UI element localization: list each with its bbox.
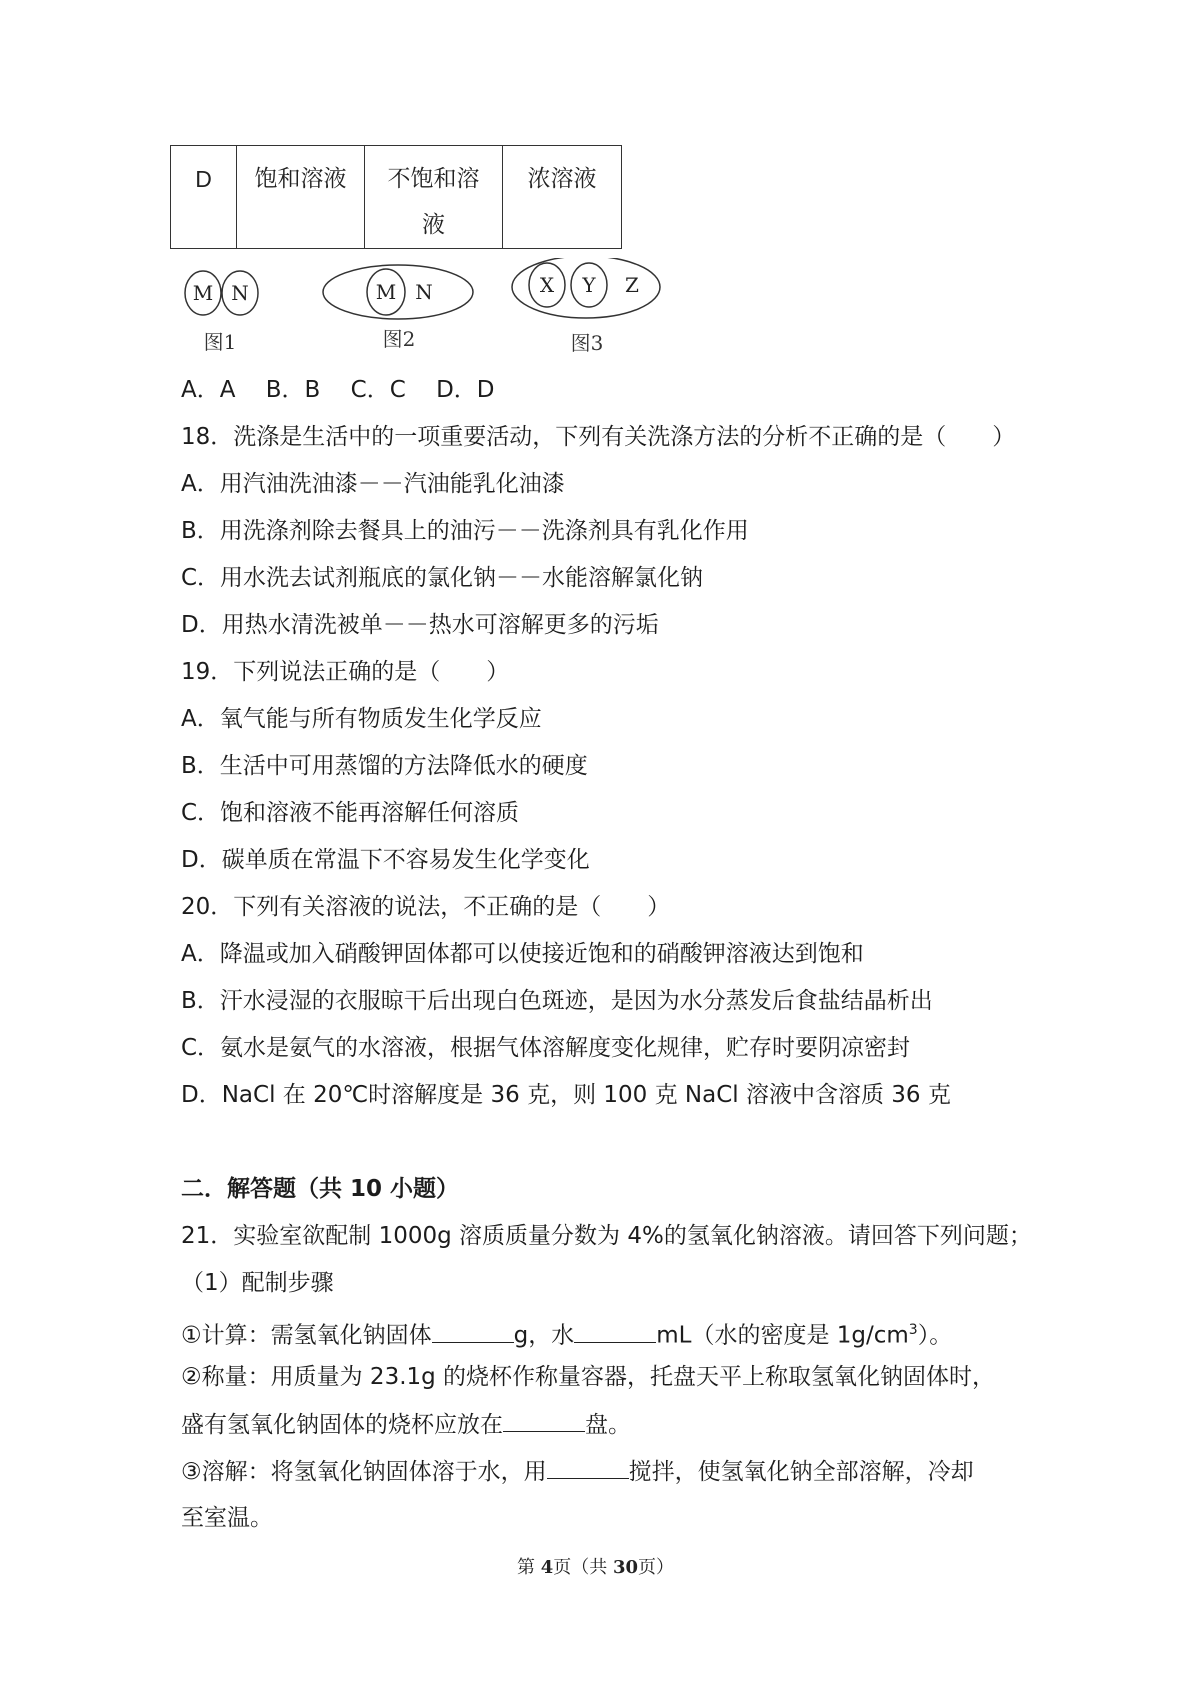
footer-post: 页） [638,1557,675,1578]
q19-stem: 19．下列说法正确的是（ ） [181,659,510,685]
section-title: 二．解答题（共 10 小题） [181,1176,460,1202]
table-cell-label: D [171,146,237,249]
q21-step2-line2 [181,1409,631,1440]
answer-blank-stir-tool[interactable] [547,1456,629,1479]
q18-option-a: A．用汽油洗油漆－－汽油能乳化油漆 [181,471,565,497]
q20-option-d: D．NaCl 在 20℃时溶解度是 36 克，则 100 克 NaCl 溶液中含溶质 36 克 [181,1082,951,1108]
q19-option-a: A．氧气能与所有物质发生化学反应 [181,706,542,732]
figure-1 [185,271,258,354]
answer-blank-naoh-mass[interactable] [432,1320,514,1343]
option-table [170,145,622,249]
fig3-label-c: Z [625,273,639,297]
fig3-caption: 图3 [570,331,604,355]
q20-option-c: C．氨水是氨气的水溶液，根据气体溶解度变化规律，贮存时要阴凉密封 [181,1035,911,1061]
q20-option-b: B．汗水浸湿的衣服晾干后出现白色斑迹，是因为水分蒸发后食盐结晶析出 [181,988,933,1014]
q21-stem: 21．实验室欲配制 1000g 溶质质量分数为 4%的氢氧化钠溶液。请回答下列问题； [181,1223,1032,1249]
venn-diagrams [170,258,690,368]
table-row [171,146,622,249]
fig1-label-a: M [192,281,214,305]
footer-mid: 页（共 [553,1557,613,1578]
table-cell-line: 不饱和溶 [387,166,480,192]
q21-step1-text-b: g，水 [513,1322,575,1349]
q19-option-b: B．生活中可用蒸馏的方法降低水的硬度 [181,753,588,779]
q21-step2-line1: ②称量：用质量为 23.1g 的烧杯作称量容器，托盘天平上称取氢氧化钠固体时， [181,1364,996,1390]
q19-option-d: D．碳单质在常温下不容易发生化学变化 [181,847,590,873]
q21-step3-line2: 至室温。 [181,1505,273,1531]
venn-diagrams-svg [170,258,690,368]
fig1-label-b: N [231,281,249,305]
fig2-caption: 图2 [382,327,416,351]
table-cell: 饱和溶液 [237,146,365,249]
q21-step1-text-d: ）。 [917,1322,953,1349]
q21-step3-text-a: ③溶解：将氢氧化钠固体溶于水，用 [181,1459,547,1485]
q18-option-d: D．用热水清洗被单－－热水可溶解更多的污垢 [181,612,659,638]
q21-step1-text-a: ①计算：需氢氧化钠固体 [181,1322,432,1349]
q18-option-c: C．用水洗去试剂瓶底的氯化钠－－水能溶解氯化钠 [181,565,704,591]
q20-stem: 20．下列有关溶液的说法，不正确的是（ ） [181,894,671,920]
q20-option-a: A．降温或加入硝酸钾固体都可以使接近饱和的硝酸钾溶液达到饱和 [181,941,864,967]
page-footer [0,1553,1191,1579]
footer-pre: 第 [516,1557,541,1578]
q18-stem: 18．洗涤是生活中的一项重要活动，下列有关洗涤方法的分析不正确的是（ ） [181,424,1016,450]
table-cell [365,146,503,249]
ellipse-n [323,265,473,319]
fig2-label-a: M [375,280,397,304]
answer-blank-water-volume[interactable] [574,1320,656,1343]
fig2-label-b: N [415,280,433,304]
fig3-label-b: Y [582,273,596,297]
table-cell-line: 液 [422,212,445,238]
q21-sub1: （1）配制步骤 [181,1270,334,1296]
q18-option-b: B．用洗涤剂除去餐具上的油污－－洗涤剂具有乳化作用 [181,518,749,544]
q21-step1-text-c: mL（水的密度是 1g/cm [656,1322,909,1349]
q19-option-c: C．饱和溶液不能再溶解任何溶质 [181,800,520,826]
q17-options: A．A B．B C．C D．D [181,377,495,403]
footer-page-number: 4 [540,1557,554,1578]
q21-step2-text-a: 盛有氢氧化钠固体的烧杯应放在 [181,1412,503,1438]
table-cell: 浓溶液 [503,146,622,249]
figure-3 [512,258,660,355]
fig3-label-a: X [539,273,555,297]
q21-step1-superscript: 3 [908,1322,918,1338]
q21-step3-line1 [181,1456,974,1487]
fig1-caption: 图1 [203,330,237,354]
q21-step3-text-b: 搅拌，使氢氧化钠全部溶解，冷却 [628,1459,974,1485]
footer-total-pages: 30 [612,1557,639,1578]
q21-step1 [181,1315,952,1351]
figure-2 [323,265,473,351]
answer-blank-pan[interactable] [503,1409,585,1432]
q21-step2-text-b: 盘。 [585,1412,631,1438]
